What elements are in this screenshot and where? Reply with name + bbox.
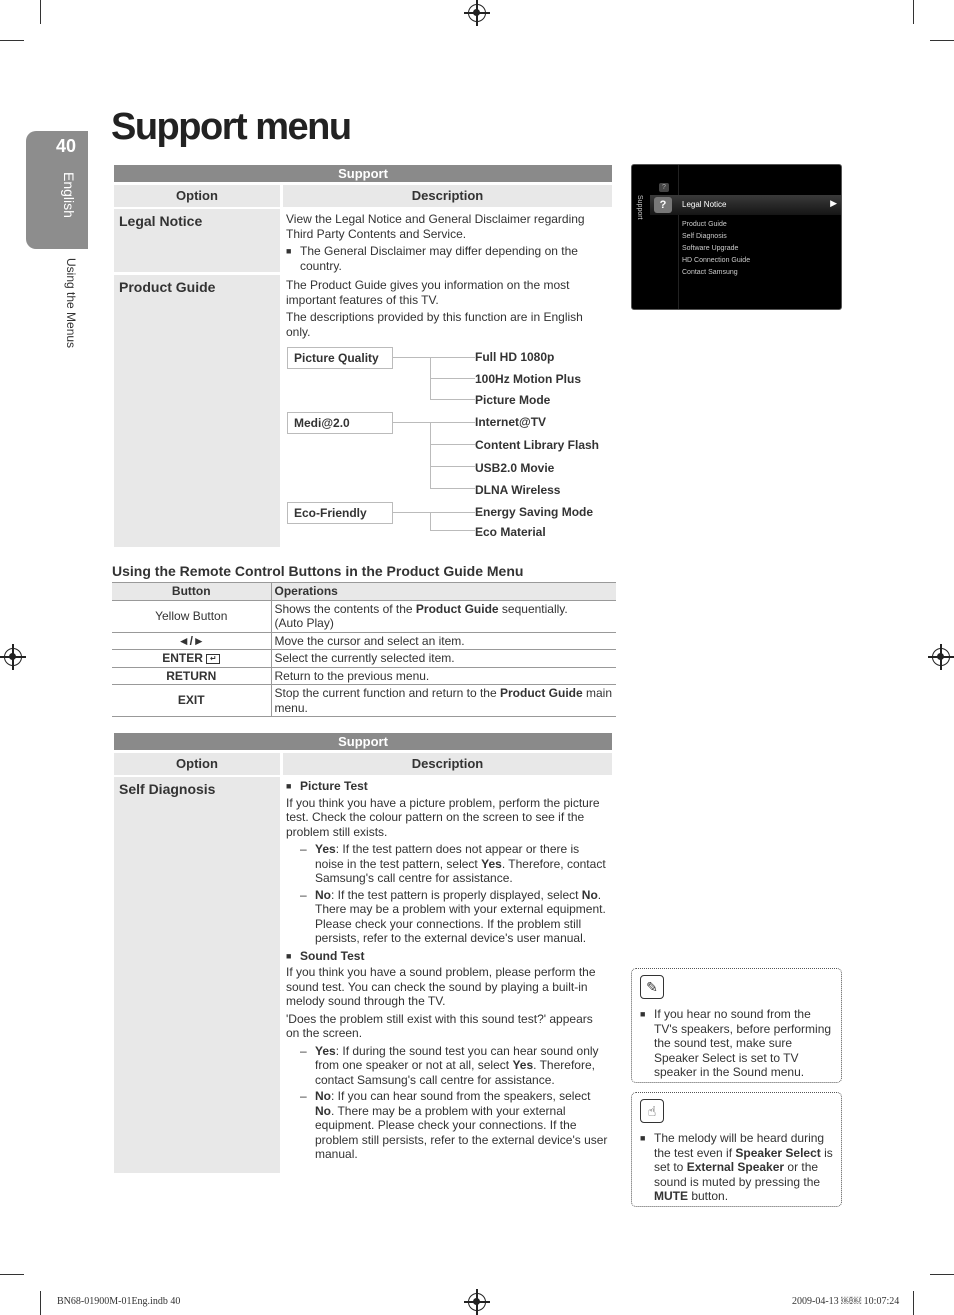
registration-mark-icon [468, 1293, 486, 1311]
description-column-header: Description [283, 753, 612, 775]
table-row [112, 667, 616, 685]
picture-test-title: ■ Picture Test [286, 779, 368, 793]
menu-item: Contact Samsung [682, 269, 738, 276]
sound-test-title: ■ Sound Test [286, 948, 365, 963]
operations-column-header: Operations [271, 583, 616, 601]
note-pencil-icon: ✎ [640, 975, 664, 999]
side-language-label: English [61, 172, 77, 218]
menu-vertical-label: Support [636, 195, 643, 220]
tree-item: USB2.0 Movie [475, 461, 555, 475]
page-number: 40 [56, 136, 77, 156]
footer-file: BN68-01900M-01Eng.indb 40 [57, 1296, 181, 1307]
button-cell: Yellow Button [112, 600, 271, 632]
list-item: ■ The General Disclaimer may differ depending on the country. [286, 244, 578, 273]
option-product-guide: Product Guide [114, 275, 280, 547]
operation-cell: Select the currently selected item. [271, 650, 616, 668]
table-header-row [112, 583, 616, 601]
list-item: – Yes: If the test pattern does not appear or there is noise in the test pattern, select Yes. Therefore, contact Samsung's call centre for assistance. [300, 842, 606, 885]
support-small-icon: ? [659, 183, 669, 192]
button-column-header: Button [112, 583, 271, 601]
tree-category: Picture Quality [287, 347, 393, 369]
tree-item: 100Hz Motion Plus [475, 372, 582, 386]
crop-mark [40, 1291, 41, 1315]
caution-text: ■ The melody will be heard during the test even if Speaker Select is set to External Speaker or the sound is muted by pressing the MUTE button. [640, 1131, 833, 1203]
button-cell: EXIT [112, 685, 271, 717]
menu-item: Product Guide [682, 221, 727, 228]
tree-line [393, 422, 475, 423]
tree-line [430, 422, 431, 489]
tree-item: Content Library Flash [475, 438, 600, 452]
support-icon: ? [654, 197, 672, 213]
crop-mark [40, 0, 41, 24]
menu-divider [678, 165, 679, 310]
product-guide-text-1: The Product Guide gives you information on the most important features of this TV. [286, 278, 570, 307]
legal-notice-text: View the Legal Notice and General Disclaimer regarding Third Party Contents and Service. [286, 212, 585, 241]
tree-line [430, 488, 475, 489]
sound-test-text: If you think you have a sound problem, please perform the sound test. You can check the sound by playing a built-in melody sound through the TV. [286, 965, 596, 1008]
caution-box [631, 1092, 842, 1207]
crop-mark [913, 1291, 914, 1315]
crop-mark [913, 0, 914, 24]
operation-cell: Shows the contents of the Product Guide sequentially. (Auto Play) [271, 600, 616, 632]
registration-mark-icon [932, 648, 950, 666]
option-column-header: Option [114, 185, 280, 207]
button-cell: RETURN [112, 667, 271, 685]
list-item: – No: If the test pattern is properly displayed, select No. There may be a problem with your external equipment. Please check your connections. If the problem still persists, refer to the external device's user manual. [300, 887, 606, 945]
list-item: – No: If you can hear sound from the speakers, select No. There may be a problem with your external equipment. Please check your connections. If the problem still persists, refer to the external device's user manual. [300, 1089, 608, 1161]
product-guide-description [286, 278, 608, 342]
table-row [112, 650, 616, 668]
option-self-diagnosis: Self Diagnosis [114, 777, 280, 1173]
tree-category: Eco-Friendly [287, 502, 393, 524]
hand-icon: ☝ [640, 1099, 664, 1123]
menu-selection-bar [650, 195, 842, 215]
crop-mark [0, 1274, 24, 1275]
operation-cell: Move the cursor and select an item. [271, 632, 616, 650]
tree-line [430, 466, 475, 467]
support-table-header: Support [114, 165, 612, 182]
menu-item: Software Upgrade [682, 245, 739, 252]
button-cell: ENTER ↵ [112, 650, 271, 668]
note-box [631, 968, 842, 1083]
tree-item: Energy Saving Mode [475, 505, 594, 519]
registration-mark-icon [468, 4, 486, 22]
button-cell: ◄/► [112, 632, 271, 650]
tree-category: Medi@2.0 [287, 412, 393, 434]
description-column-header: Description [283, 185, 612, 207]
arrow-right-icon: ▶ [830, 198, 837, 208]
tree-item: Internet@TV [475, 415, 547, 429]
table-row [112, 632, 616, 650]
product-guide-text-2: The descriptions provided by this function are in English only. [286, 310, 583, 339]
option-column-header: Option [114, 753, 280, 775]
tree-item: Full HD 1080p [475, 350, 555, 364]
enter-icon: ↵ [206, 654, 220, 664]
note-text: ■ If you hear no sound from the TV's speakers, before performing the sound test, make sure Speaker Select is set to TV speaker in the Sound menu. [640, 1007, 832, 1079]
side-section-label: Using the Menus [64, 258, 78, 349]
menu-item: Self Diagnosis [682, 233, 727, 240]
footer-date: 2009-04-13 ￼￼ 10:07:24 [792, 1296, 900, 1307]
tree-item: DLNA Wireless [475, 483, 561, 497]
tree-item: Eco Material [475, 525, 546, 539]
tree-line [430, 399, 475, 400]
list-item: – Yes: If during the sound test you can hear sound only from one speaker or not at all, select Yes. Therefore, contact Samsung's call centre for assistance. [300, 1043, 599, 1087]
tree-line [430, 444, 475, 445]
page-title: Support menu [111, 106, 351, 148]
tree-line [430, 378, 475, 379]
remote-buttons-table [112, 582, 616, 717]
self-diagnosis-description [286, 779, 608, 1162]
tree-line [430, 530, 475, 531]
table-row [112, 685, 616, 717]
tree-line [430, 512, 431, 531]
operation-cell: Stop the current function and return to the Product Guide main menu. [271, 685, 616, 717]
table-row [112, 600, 616, 632]
menu-selected-item: Legal Notice [682, 200, 727, 209]
tree-line [393, 512, 475, 513]
tree-item: Picture Mode [475, 393, 551, 407]
option-legal-notice: Legal Notice [114, 209, 280, 272]
legal-notice-description [286, 212, 608, 273]
tv-menu-screenshot [631, 164, 842, 310]
menu-item: HD Connection Guide [682, 257, 751, 264]
operation-cell: Return to the previous menu. [271, 667, 616, 685]
tree-line [393, 357, 475, 358]
support-table-header: Support [114, 733, 612, 750]
remote-section-title: Using the Remote Control Buttons in the Product Guide Menu [112, 563, 524, 579]
crop-mark [930, 40, 954, 41]
picture-test-text: If you think you have a picture problem, perform the picture test. Check the colour pattern on the screen to see if the problem still exists. [286, 795, 600, 839]
registration-mark-icon [4, 648, 22, 666]
crop-mark [0, 40, 24, 41]
crop-mark [930, 1274, 954, 1275]
sound-test-text-2: 'Does the problem still exist with this sound test?' appears on the screen. [286, 1011, 593, 1040]
